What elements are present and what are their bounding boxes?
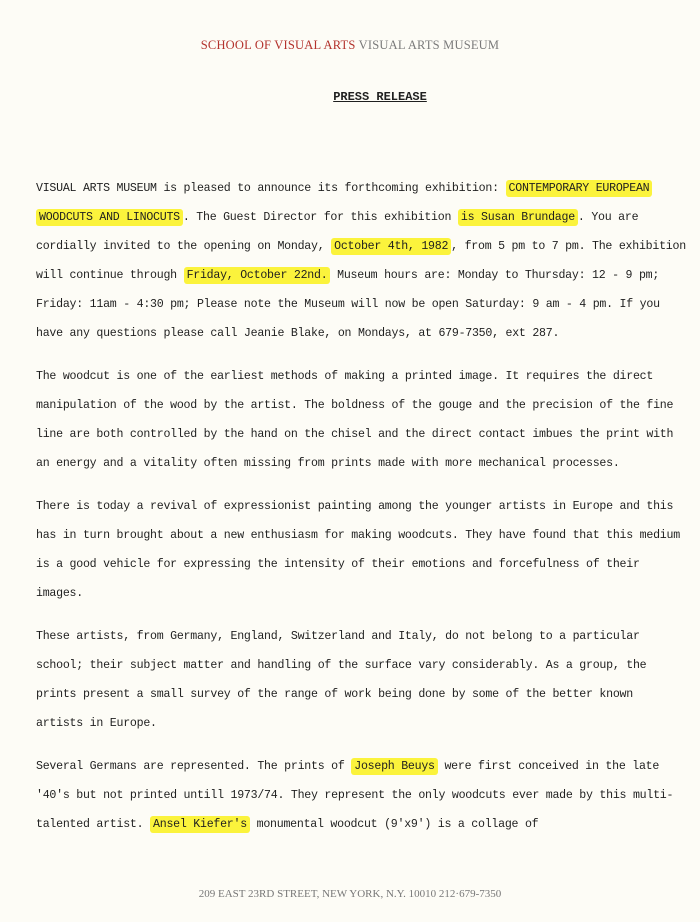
highlight-opening-date: October 4th, 1982 [331,238,451,255]
document-body [36,174,686,853]
text-segment: , from 5 pm to 7 pm. The exhibition will continue through [36,240,686,282]
text-segment: . The Guest Director for this exhibition [182,211,458,224]
paragraph-germans [36,752,686,839]
text-segment: Several Germans are represented. The prints of [36,760,352,773]
text-segment: VISUAL ARTS MUSEUM is pleased to announce its forthcoming exhibition: [36,182,506,195]
text-segment: monumental woodcut (9'x9') is a collage of [249,818,539,831]
letterhead [0,38,700,53]
paragraph-announcement [36,174,686,348]
text-segment: were first conceived in the late '40's but not printed untill 1973/74. They represent the only woodcuts ever made by this multi-talented artist. [36,760,674,831]
text-segment: . You are cordially invited to the opening on Monday, [36,211,639,253]
highlight-exhibition-title: CONTEMPORARY EUROPEAN WOODCUTS AND LINOCUTS [36,180,652,226]
paragraph-revival: There is today a revival of expressionist painting among the younger artists in Europe and this has in turn brought about a new enthusiasm for making woodcuts. They have found that this medium is a good vehicle for expressing the intensity of their emotions and forcefulness of their images. [36,500,680,600]
highlight-closing-date: Friday, October 22nd. [184,267,331,284]
paragraph-artists: These artists, from Germany, England, Switzerland and Italy, do not belong to a particular school; their subject matter and handling of the surface vary considerably. As a group, the prints present a small survey of the range of work being done by some of the better known artists in Europe. [36,630,647,730]
text-segment: Museum hours are: Monday to Thursday: 12 - 9 pm; Friday: 11am - 4:30 pm; Please note the Museum will now be open Saturday: 9 am - 4 pm. If you have any questions please call Jeanie Blake, on Mondays, at 679-7350, ext 287. [36,269,660,340]
letterhead-museum: VISUAL ARTS MUSEUM [358,38,500,52]
paragraph-woodcut: The woodcut is one of the earliest methods of making a printed image. It requires the direct manipulation of the wood by the artist. The boldness of the gouge and the precision of the fine line are both controlled by the hand on the chisel and the direct contact imbues the print with an energy and a vitality often missing from prints made with more mechanical processes. [36,370,674,470]
highlight-ansel-kiefer: Ansel Kiefer's [150,816,250,833]
letterhead-school: SCHOOL OF VISUAL ARTS [200,38,356,52]
page-title: PRESS RELEASE [333,90,427,104]
footer-address: 209 EAST 23RD STREET, NEW YORK, N.Y. 10010 212·679-7350 [198,888,502,900]
highlight-guest-director: is Susan Brundage [458,209,578,226]
highlight-joseph-beuys: Joseph Beuys [351,758,438,775]
